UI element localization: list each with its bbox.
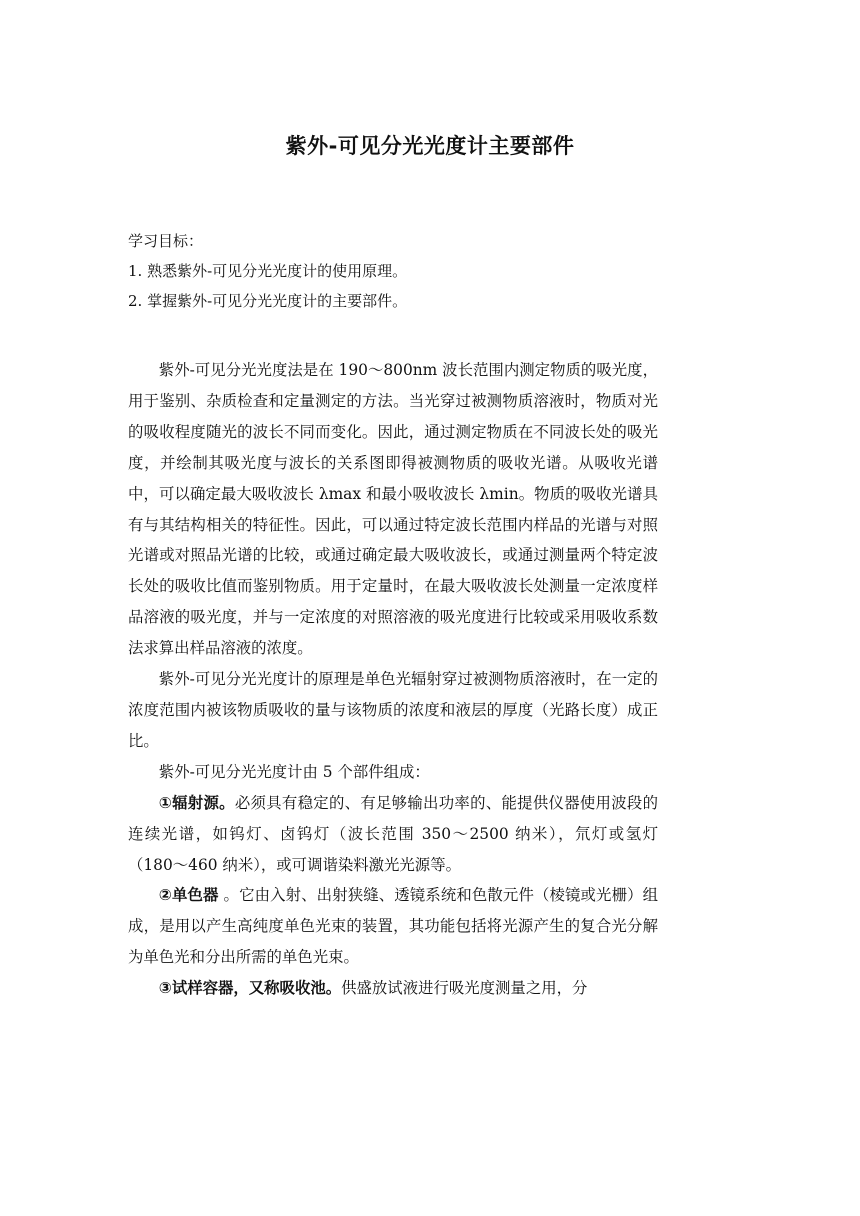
paragraph-sample-container xyxy=(128,973,658,1004)
paragraph-principle: 紫外-可见分光光度法是在 190～800nm 波长范围内测定物质的吸光度，用于鉴别、杂质检查和定量测定的方法。当光穿过被测物质溶液时，物质对光的吸收程度随光的波长不同而变化。因此，通过测定物质在不同波长处的吸光度，并绘制其吸光度与波长的关系图即得被测物质的吸收光谱。从吸收光谱中，可以确定最大吸收波长 λmax 和最小吸收波长 λmin。物质的吸收光谱具有与其结构相关的特征性。因此，可以通过特定波长范围内样品的光谱与对照光谱或对照品光谱的比较，或通过确定最大吸收波长，或通过测量两个特定波长处的吸收比值而鉴别物质。用于定量时，在最大吸收波长处测量一定浓度样品溶液的吸光度，并与一定浓度的对照溶液的吸光度进行比较或采用吸收系数法求算出样品溶液的浓度。 xyxy=(128,361,658,658)
radiation-source-heading: ①辐射源。 xyxy=(158,793,235,812)
goal-item-2: 2. 掌握紫外-可见分光光度计的主要部件。 xyxy=(128,292,408,310)
goals-heading: 学习目标： xyxy=(128,232,204,250)
sample-container-heading: ③试样容器，又称吸收池。 xyxy=(158,979,342,998)
monochromator-text: 。它由入射、出射狭缝、透镜系统和色散元件（棱镜或光栅）组成，是用以产生高纯度单色光束的装置，其功能包括将光源产生的复合光分解为单色光和分出所需的单色光束。 xyxy=(128,886,658,967)
radiation-source-text: 必须具有稳定的、有足够输出功率的、能提供仪器使用波段的连续光谱，如钨灯、卤钨灯（波长范围 350～2500 纳米），氘灯或氢灯（180～460 纳米），或可调谐染料激光光源等。 xyxy=(128,793,658,874)
paragraph-monochromator xyxy=(128,880,658,973)
paragraph-components-intro: 紫外-可见分光光度计由 5 个部件组成： xyxy=(158,762,430,781)
paragraph-radiation-source xyxy=(128,788,658,881)
goal-item-1: 1. 熟悉紫外-可见分光光度计的使用原理。 xyxy=(128,262,408,280)
document-title: 紫外-可见分光光度计主要部件 xyxy=(285,134,575,158)
monochromator-heading: ②单色器 xyxy=(158,886,219,905)
learning-goals xyxy=(128,226,728,316)
paragraph-instrument-principle: 紫外-可见分光光度计的原理是单色光辐射穿过被测物质溶液时，在一定的浓度范围内被该物质吸收的量与该物质的浓度和液层的厚度（光路长度）成正比。 xyxy=(128,670,658,750)
document-body xyxy=(128,355,658,1004)
sample-container-text: 供盛放试液进行吸光度测量之用，分 xyxy=(341,979,588,998)
